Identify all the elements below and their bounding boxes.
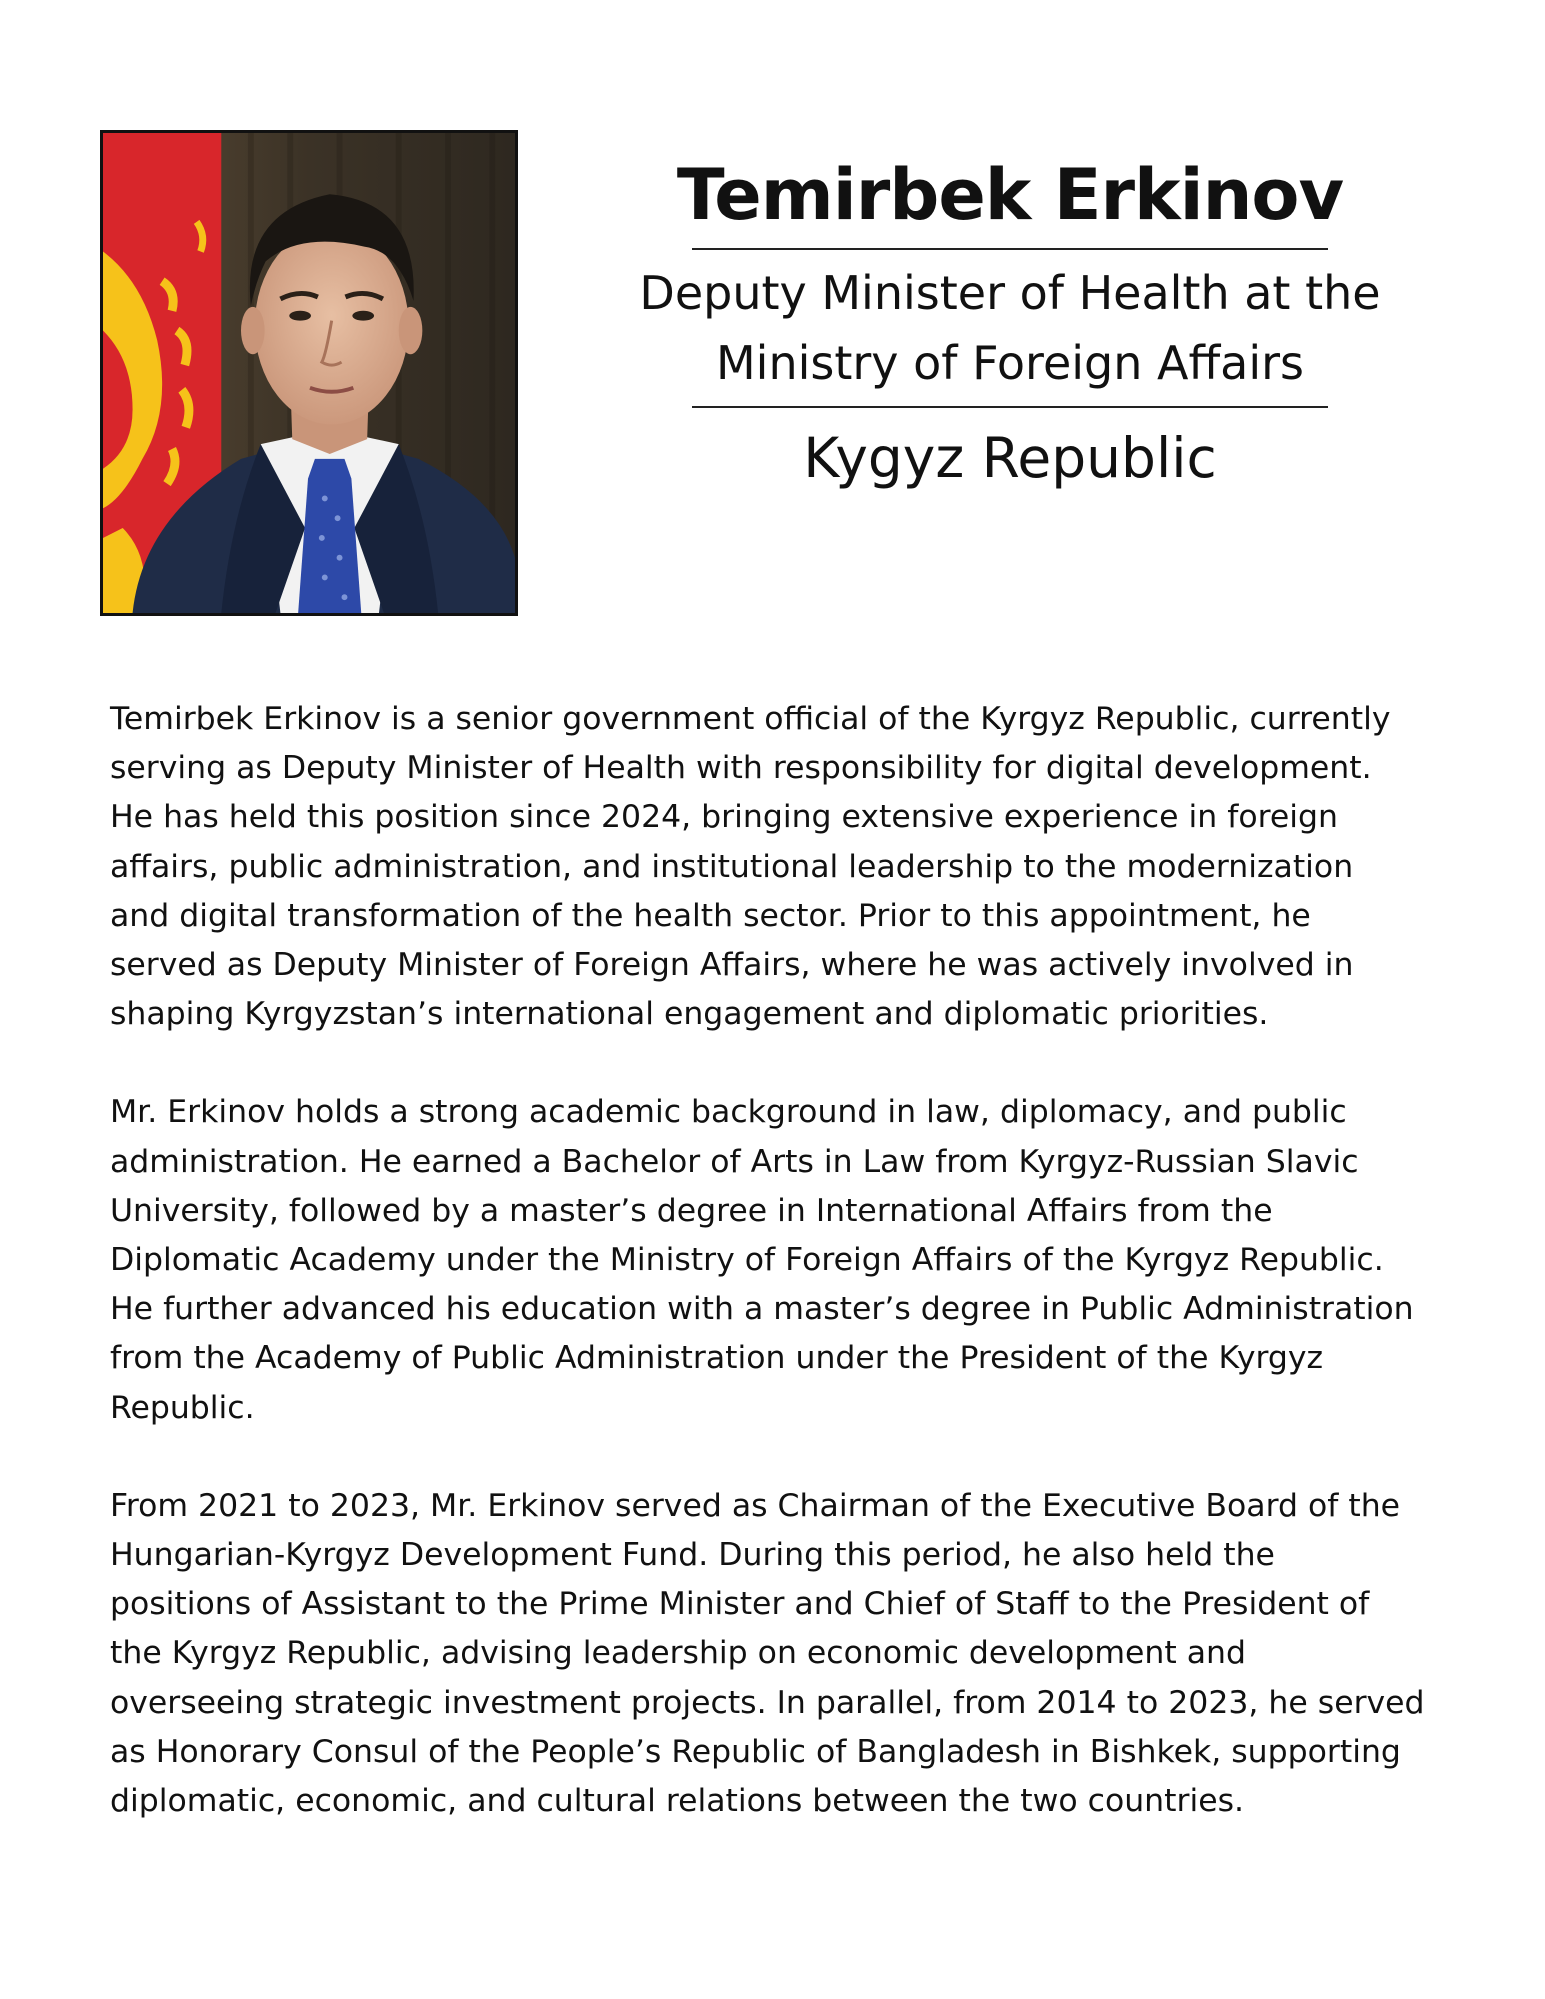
role-title-line-1: Deputy Minister of Health at the xyxy=(639,266,1381,320)
bio-line: He further advanced his education with a master’s degree in Public Administration xyxy=(110,1291,1414,1328)
bio-line: Temirbek Erkinov is a senior government official of the Kyrgyz Republic, currently xyxy=(110,701,1391,737)
bio-line: He has held this position since 2024, bringing extensive experience in foreign xyxy=(110,799,1338,836)
role-title xyxy=(620,258,1400,398)
country-name: Kygyz Republic xyxy=(803,426,1217,490)
bio-line: serving as Deputy Minister of Health with responsibility for digital development. xyxy=(110,750,1372,787)
bio-paragraph-2 xyxy=(110,1088,1450,1432)
bio-line: positions of Assistant to the Prime Minister and Chief of Staff to the President of xyxy=(110,1586,1370,1623)
bio-line: University, followed by a master’s degree in International Affairs from the xyxy=(110,1192,1273,1229)
person-name: Temirbek Erkinov xyxy=(676,154,1344,236)
portrait-illustration xyxy=(103,133,515,613)
bio-line: Mr. Erkinov holds a strong academic background in law, diplomacy, and public xyxy=(110,1094,1347,1131)
bio-line: and digital transformation of the health sector. Prior to this appointment, he xyxy=(110,897,1311,934)
divider-bottom xyxy=(692,406,1328,408)
bio-line: From 2021 to 2023, Mr. Erkinov served as Chairman of the Executive Board of the xyxy=(110,1487,1401,1524)
profile-header xyxy=(620,150,1400,498)
bio-line: the Kyrgyz Republic, advising leadership on economic development and xyxy=(110,1635,1246,1672)
bio-line: administration. He earned a Bachelor of Arts in Law from Kyrgyz-Russian Slavic xyxy=(110,1143,1359,1180)
divider-top xyxy=(692,248,1328,250)
biography xyxy=(110,695,1450,1875)
bio-line: diplomatic, economic, and cultural relations between the two countries. xyxy=(110,1783,1244,1820)
role-title-line-2: Ministry of Foreign Affairs xyxy=(715,336,1305,390)
bio-line: affairs, public administration, and institutional leadership to the modernization xyxy=(110,848,1354,885)
bio-paragraph-3 xyxy=(110,1482,1450,1826)
bio-line: Republic. xyxy=(110,1389,255,1426)
portrait-photo xyxy=(100,130,518,616)
bio-paragraph-1 xyxy=(110,695,1450,1039)
bio-line: from the Academy of Public Administration under the President of the Kyrgyz xyxy=(110,1340,1324,1377)
bio-line: served as Deputy Minister of Foreign Affairs, where he was actively involved in xyxy=(110,947,1354,984)
bio-line: shaping Kyrgyzstan’s international engagement and diplomatic priorities. xyxy=(110,996,1269,1033)
bio-line: overseeing strategic investment projects. In parallel, from 2014 to 2023, he served xyxy=(110,1684,1425,1721)
bio-line: as Honorary Consul of the People’s Republic of Bangladesh in Bishkek, supporting xyxy=(110,1733,1401,1770)
bio-line: Diplomatic Academy under the Ministry of Foreign Affairs of the Kyrgyz Republic. xyxy=(110,1242,1384,1279)
bio-line: Hungarian-Kyrgyz Development Fund. During this period, he also held the xyxy=(110,1537,1275,1574)
